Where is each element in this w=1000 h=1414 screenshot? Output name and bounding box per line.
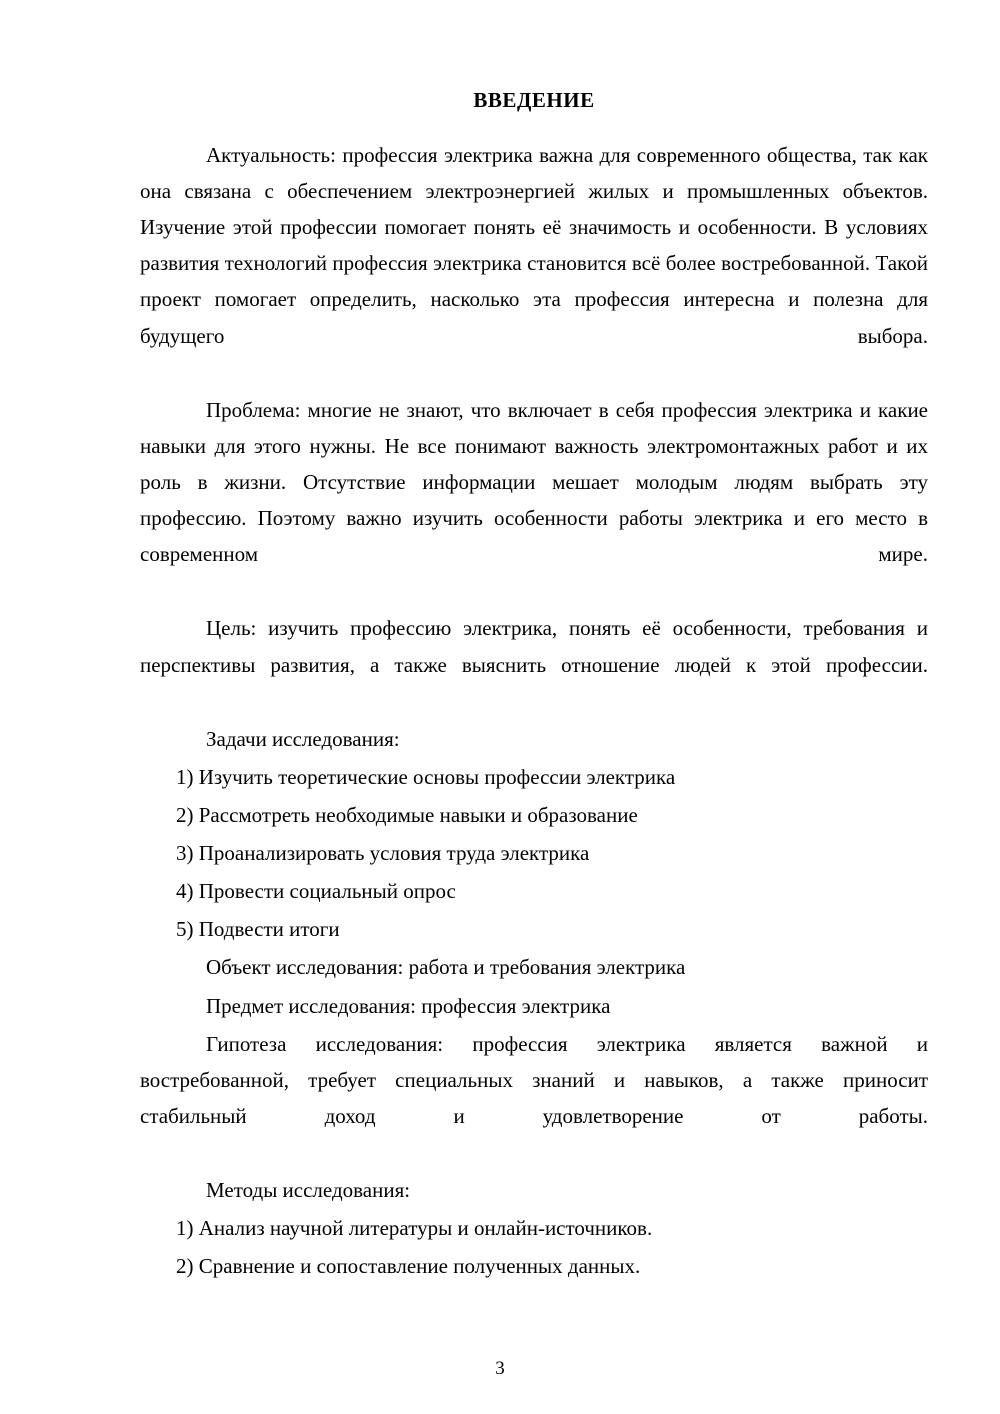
object-line: Объект исследования: работа и требования электрика	[206, 955, 686, 980]
tasks-heading: Задачи исследования:	[206, 726, 400, 751]
paragraph-goal: Цель: изучить профессию электрика, понять её особенности, требования и перспективы развития, а также выяснить отношение людей к этой профессии.	[140, 616, 928, 677]
list-item: 5) Подвести итоги	[176, 917, 340, 942]
list-item: 4) Провести социальный опрос	[176, 879, 456, 904]
methods-heading: Методы исследования:	[206, 1178, 411, 1203]
list-item: 3) Проанализировать условия труда электрика	[176, 841, 590, 866]
subject-line: Предмет исследования: профессия электрика	[206, 993, 611, 1018]
list-item: 1) Изучить теоретические основы профессии электрика	[176, 764, 676, 789]
list-item: 2) Рассмотреть необходимые навыки и образование	[176, 802, 638, 827]
paragraph-relevance: Актуальность: профессия электрика важна для современного общества, так как она связана с обеспечением электроэнергией жилых и промышленных объектов. Изучение этой профессии помогает понять её значимость и особенности. В условиях развития технологий профессия электрика становится всё более востребованной. Такой проект помогает определить, насколько эта профессия интересна и полезна для будущего выбора.	[140, 143, 928, 348]
paragraph-problem: Проблема: многие не знают, что включает в себя профессия электрика и какие навыки для этого нужны. Не все понимают важность электромонтажных работ и их роль в жизни. Отсутствие информации мешает молодым людям выбрать эту профессию. Поэтому важно изучить особенности работы электрика и его место в современном мире.	[140, 397, 928, 567]
page-number: 3	[495, 1358, 505, 1379]
list-item: 1) Анализ научной литературы и онлайн-источников.	[176, 1216, 653, 1241]
page-title: ВВЕДЕНИЕ	[473, 88, 595, 112]
list-item: 2) Сравнение и сопоставление полученных данных.	[176, 1254, 641, 1279]
paragraph-hypothesis: Гипотеза исследования: профессия электрика является важной и востребованной, требует специальных знаний и навыков, а также приносит стабильный доход и удовлетворение от работы.	[140, 1031, 928, 1128]
